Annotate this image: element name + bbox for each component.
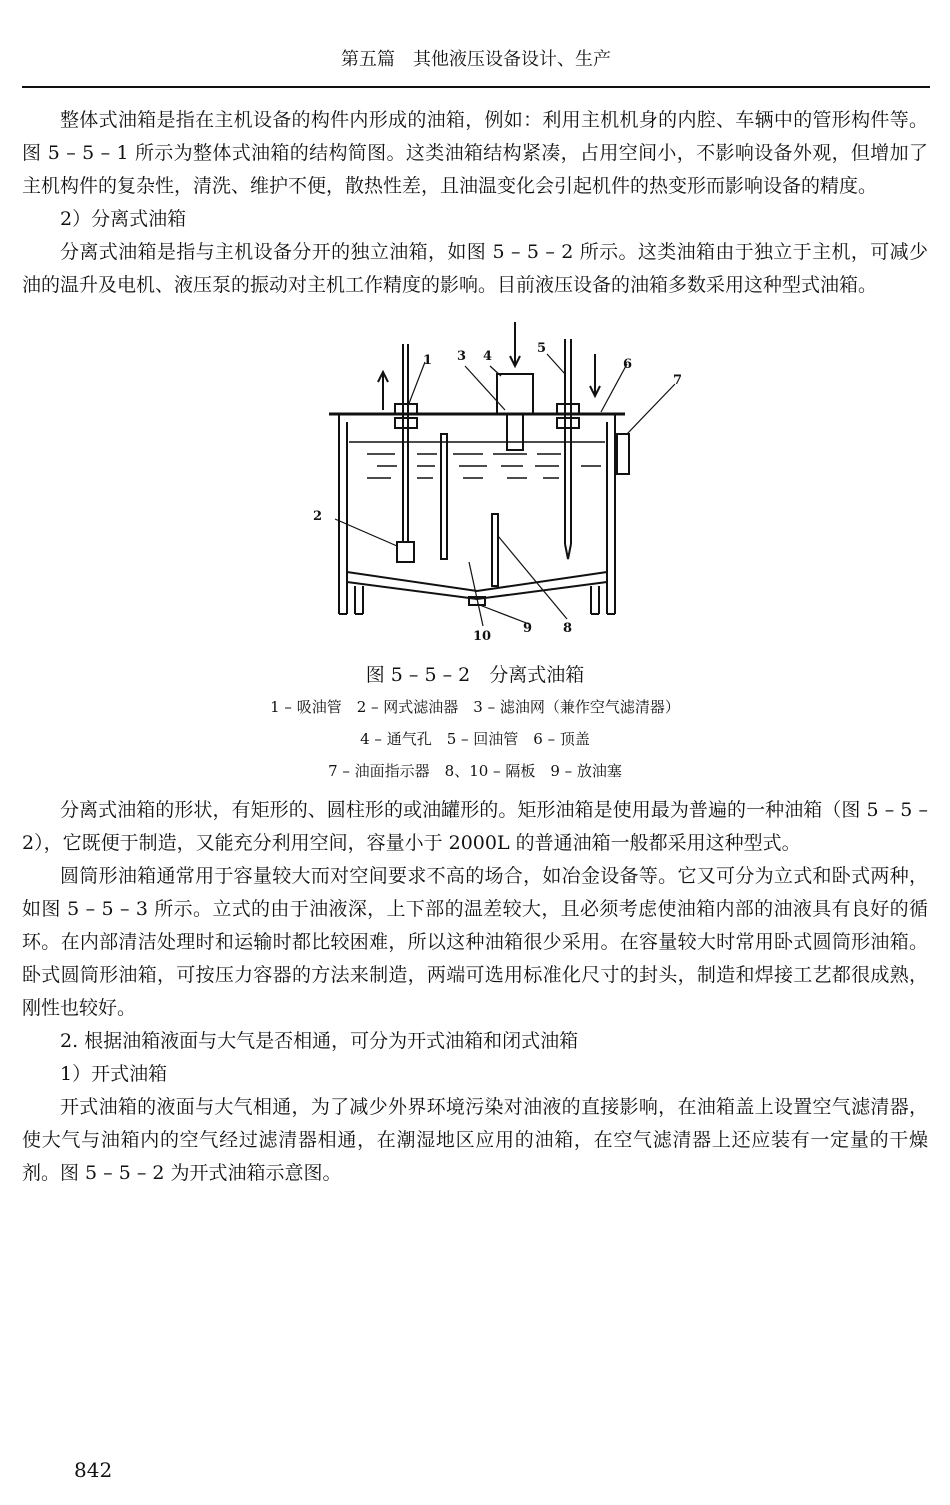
label-1: 1 xyxy=(423,353,433,368)
label-2: 2 xyxy=(313,509,323,524)
figure-legend-line: 4 – 通气孔 5 – 回油管 6 – 顶盖 xyxy=(360,730,590,748)
subheading: 2）分离式油箱 xyxy=(60,208,187,230)
label-7: 7 xyxy=(673,373,683,388)
paragraph: 分离式油箱的形状，有矩形的、圆柱形的或油罐形的。矩形油箱是使用最为普遍的一种油箱（图 5 – 5 – 2），它既便于制造，又能充分利用空间，容量小于 2000L 的普通油箱一般都采用这种型式。 xyxy=(22,799,928,854)
paragraph: 整体式油箱是指在主机设备的构件内形成的油箱，例如：利用主机机身的内腔、车辆中的管形构件等。图 5 – 5 – 1 所示为整体式油箱的结构简图。这类油箱结构紧凑，占用空间小，不影响设备外观，但增加了主机构件的复杂性，清洗、维护不便，散热性差，且油温变化会引起机件的热变形而影响设备的精度。 xyxy=(22,109,928,197)
figure-oil-tank xyxy=(22,314,928,780)
figure-legend-line: 1 – 吸油管 2 – 网式滤油器 3 – 滤油网（兼作空气滤清器） xyxy=(270,698,680,716)
oil-tank-diagram xyxy=(287,314,687,644)
subheading: 1）开式油箱 xyxy=(60,1063,168,1085)
label-4: 4 xyxy=(483,349,493,364)
paragraph: 分离式油箱是指与主机设备分开的独立油箱，如图 5 – 5 – 2 所示。这类油箱由于独立于主机，可减少油的温升及电机、液压泵的振动对主机工作精度的影响。目前液压设备的油箱多数采用这种型式油箱。 xyxy=(22,241,928,296)
running-header xyxy=(22,40,930,88)
label-9: 9 xyxy=(523,621,533,636)
subheading: 2. 根据油箱液面与大气是否相通，可分为开式油箱和闭式油箱 xyxy=(60,1030,579,1052)
paragraph: 开式油箱的液面与大气相通，为了减少外界环境污染对油液的直接影响，在油箱盖上设置空气滤清器，使大气与油箱内的空气经过滤清器相通，在潮湿地区应用的油箱，在空气滤清器上还应装有一定量的干燥剂。图 5 – 5 – 2 为开式油箱示意图。 xyxy=(22,1096,928,1184)
figure-caption: 图 5 – 5 – 2 分离式油箱 xyxy=(365,664,585,686)
header-title: 第五篇 其他液压设备设计、生产 xyxy=(341,49,611,70)
figure-legend-line: 7 – 油面指示器 8、10 – 隔板 9 – 放油塞 xyxy=(328,762,622,780)
paragraph: 圆筒形油箱通常用于容量较大而对空间要求不高的场合，如冶金设备等。它又可分为立式和卧式两种，如图 5 – 5 – 3 所示。立式的由于油液深，上下部的温差较大，且必须考虑使油箱内部的油液具有良好的循环。在内部清洁处理时和运输时都比较困难，所以这种油箱很少采用。在容量较大时常用卧式圆筒形油箱。卧式圆筒形油箱，可按压力容器的方法来制造，两端可选用标准化尺寸的封头，制造和焊接工艺都很成熟，刚性也较好。 xyxy=(22,865,928,1019)
label-6: 6 xyxy=(623,357,633,372)
page-content xyxy=(22,104,928,1190)
page-number: 842 xyxy=(74,1458,113,1482)
label-3: 3 xyxy=(457,349,467,364)
label-10: 10 xyxy=(473,629,492,644)
label-5: 5 xyxy=(537,341,547,356)
label-8: 8 xyxy=(563,621,573,636)
